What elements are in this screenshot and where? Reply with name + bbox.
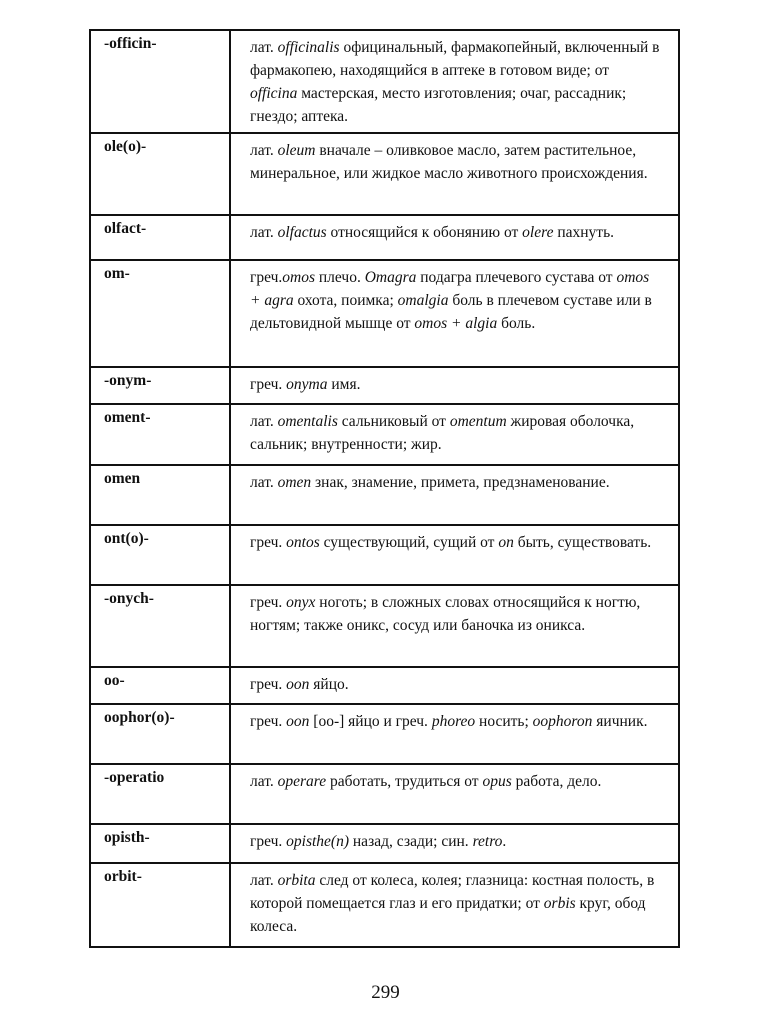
definition-text: подагра плечевого сустава от: [416, 269, 617, 286]
definition-text: греч.: [250, 713, 287, 730]
definition-text: официнальный, фармакопейный, включенный в фармакопею, находящийся в аптеке в готовом виде; от: [250, 39, 660, 79]
definition-text: лат.: [250, 39, 278, 56]
table-row: [90, 525, 679, 585]
definition-cell: [230, 764, 679, 824]
definition-latin-word: ontos: [286, 534, 320, 551]
definition-text: работать, трудиться от: [326, 773, 483, 790]
table-row: [90, 824, 679, 863]
table-row: [90, 133, 679, 215]
definition-text: имя.: [327, 376, 361, 393]
definition-latin-word: Omagra: [364, 269, 417, 286]
definition-text: греч.: [250, 376, 287, 393]
term-cell: omen: [90, 465, 230, 525]
table-row: [90, 260, 679, 367]
definition-cell: [230, 585, 679, 667]
definition-latin-word: omos + algia: [414, 315, 498, 332]
definition-text: греч.: [250, 833, 287, 850]
definition-latin-word: onyma: [286, 376, 328, 393]
definition-latin-word: oleum: [277, 142, 316, 159]
definition-text: лат.: [250, 413, 278, 430]
definition-latin-word: officinalis: [277, 39, 340, 56]
definition-latin-word: omos: [282, 269, 316, 286]
page-number: 299: [371, 982, 400, 1003]
table-row: [90, 704, 679, 764]
definition-text: греч.: [250, 676, 287, 693]
definition-text: яйцо.: [309, 676, 349, 693]
term-cell: -onym-: [90, 367, 230, 404]
definition-cell: [230, 863, 679, 947]
definition-latin-word: operare: [277, 773, 327, 790]
definition-text: вначале – оливковое масло, затем растительное, минеральное, или жидкое масло животного происхождения.: [250, 142, 648, 182]
table-row: [90, 585, 679, 667]
term-cell: -officin-: [90, 30, 230, 133]
dictionary-table-body: [90, 30, 679, 947]
definition-text: плечо.: [315, 269, 365, 286]
table-row: [90, 764, 679, 824]
definition-text: яичник.: [592, 713, 648, 730]
definition-text: .: [502, 833, 507, 850]
table-row: [90, 667, 679, 704]
definition-text: пахнуть.: [553, 224, 615, 241]
definition-cell: [230, 667, 679, 704]
definition-cell: [230, 704, 679, 764]
definition-latin-word: opisthe(n): [286, 833, 350, 850]
definition-latin-word: onyx: [286, 594, 316, 611]
definition-text: боль.: [497, 315, 536, 332]
definition-latin-word: retro: [472, 833, 503, 850]
definition-text: жировая оболочка, сальник; внутренности; жир.: [250, 413, 635, 453]
definition-latin-word: omentalis: [277, 413, 338, 430]
definition-text: лат.: [250, 773, 278, 790]
table-row: [90, 215, 679, 260]
term-cell: oo-: [90, 667, 230, 704]
definition-cell: [230, 525, 679, 585]
definition-text: след от колеса, колея; глазница: костная полость, в которой помещается глаз и его придатки; от: [250, 872, 655, 912]
term-cell: olfact-: [90, 215, 230, 260]
table-row: [90, 404, 679, 465]
definition-text: знак, знамение, примета, предзнаменование.: [311, 474, 610, 491]
definition-text: работа, дело.: [511, 773, 602, 790]
definition-latin-word: olfactus: [277, 224, 327, 241]
definition-latin-word: opus: [482, 773, 512, 790]
definition-text: существующий, сущий от: [319, 534, 499, 551]
definition-text: греч.: [250, 534, 287, 551]
definition-text: греч.: [250, 269, 283, 286]
definition-cell: [230, 824, 679, 863]
definition-text: круг, обод колеса.: [250, 895, 646, 935]
definition-latin-word: officina: [250, 85, 298, 102]
definition-text: лат.: [250, 872, 278, 889]
term-cell: ont(o)-: [90, 525, 230, 585]
definition-text: носить;: [475, 713, 533, 730]
definition-text: лат.: [250, 224, 278, 241]
definition-text: боль в плечевом суставе или в дельтовидной мышце от: [250, 292, 652, 332]
dictionary-table: [89, 29, 680, 948]
definition-text: мастерская, место изготовления; очаг, рассадник; гнездо; аптека.: [250, 85, 627, 125]
definition-latin-word: oophoron: [532, 713, 593, 730]
table-row: [90, 465, 679, 525]
definition-latin-word: omalgia: [397, 292, 449, 309]
definition-text: лат.: [250, 474, 278, 491]
definition-latin-word: oon: [286, 676, 310, 693]
term-cell: oment-: [90, 404, 230, 465]
definition-latin-word: omos + agra: [250, 269, 650, 309]
term-cell: ole(o)-: [90, 133, 230, 215]
definition-cell: [230, 30, 679, 133]
term-cell: -onych-: [90, 585, 230, 667]
definition-text: относящийся к обонянию от: [326, 224, 523, 241]
definition-latin-word: olere: [522, 224, 554, 241]
definition-cell: [230, 465, 679, 525]
table-row: [90, 30, 679, 133]
definition-latin-word: orbita: [277, 872, 316, 889]
definition-cell: [230, 133, 679, 215]
term-cell: om-: [90, 260, 230, 367]
term-cell: opisth-: [90, 824, 230, 863]
definition-text: [oo-] яйцо и греч.: [309, 713, 432, 730]
definition-text: лат.: [250, 142, 278, 159]
definition-cell: [230, 260, 679, 367]
definition-latin-word: on: [498, 534, 514, 551]
definition-text: быть, существовать.: [513, 534, 652, 551]
definition-cell: [230, 367, 679, 404]
definition-latin-word: omentum: [449, 413, 507, 430]
definition-latin-word: phoreo: [431, 713, 476, 730]
definition-latin-word: orbis: [543, 895, 576, 912]
term-cell: orbit-: [90, 863, 230, 947]
definition-latin-word: oon: [286, 713, 310, 730]
definition-cell: [230, 404, 679, 465]
definition-text: сальниковый от: [337, 413, 450, 430]
term-cell: oophor(o)-: [90, 704, 230, 764]
definition-text: греч.: [250, 594, 287, 611]
definition-text: охота, поимка;: [293, 292, 398, 309]
table-row: [90, 863, 679, 947]
term-cell: -operatio: [90, 764, 230, 824]
definition-cell: [230, 215, 679, 260]
definition-text: ноготь; в сложных словах относящийся к ногтю, ногтям; также оникс, сосуд или баночка из оникса.: [250, 594, 641, 634]
definition-latin-word: omen: [277, 474, 312, 491]
definition-text: назад, сзади; син.: [349, 833, 473, 850]
table-row: [90, 367, 679, 404]
